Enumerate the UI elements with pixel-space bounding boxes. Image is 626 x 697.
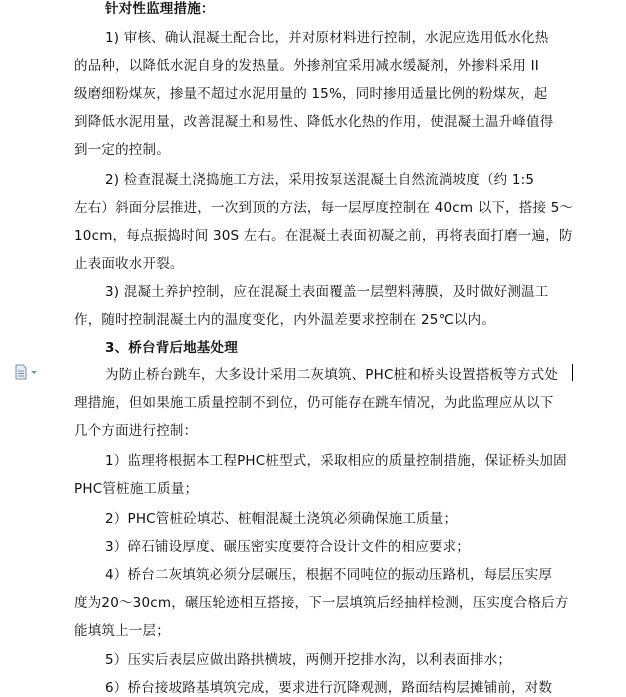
- paragraph-line: 作，随时控制混凝土内的温度变化，内外温差要求控制在 25℃以内。: [74, 312, 496, 328]
- paragraph-line: 的品种，以降低水泥自身的发热量。外掺剂宜采用减水缓凝剂，外掺料采用 II: [74, 58, 539, 74]
- paragraph-line: 左右）斜面分层推进，一次到顶的方法，每一层厚度控制在 40cm 以下，搭接 5～: [74, 200, 574, 216]
- paragraph-line: 能填筑上一层；: [74, 623, 170, 639]
- paragraph-line: 2）PHC管桩砼填芯、桩帽混凝土浇筑必须确保施工质量；: [105, 511, 458, 527]
- paragraph-line: 级磨细粉煤灰，掺量不超过水泥用量的 15%，同时掺用适量比例的粉煤灰，起: [74, 86, 548, 102]
- paragraph-line: 为防止桥台跳车，大多设计采用二灰填筑、PHC桩和桥头设置搭板等方式处: [105, 367, 559, 383]
- paragraph-line: 理措施，但如果施工质量控制不到位，仍可能存在跳车情况，为此监理应从以下: [74, 395, 554, 411]
- paragraph-line: 3) 混凝土养护控制，应在混凝土表面覆盖一层塑料薄膜，及时做好测温工: [105, 284, 549, 300]
- paragraph-line: 6）桥台接坡路基填筑完成，要求进行沉降观测，路面结构层摊铺前，对数: [105, 680, 553, 696]
- heading-supervision-measures: 针对性监理措施：: [105, 1, 215, 17]
- document-icon[interactable]: [14, 364, 40, 380]
- paragraph-line: 10cm，每点振捣时间 30S 左右。在混凝土表面初凝之前，再将表面打磨一遍，防: [74, 228, 573, 244]
- paragraph-line: 3）碎石铺设厚度、碾压密实度要符合设计文件的相应要求；: [105, 539, 470, 555]
- text-cursor: [572, 364, 573, 381]
- paragraph-line: 几个方面进行控制：: [74, 423, 198, 439]
- paragraph-line: PHC管桩施工质量；: [74, 481, 199, 497]
- paragraph-line: 4）桥台二灰填筑必须分层碾压，根据不同吨位的振动压路机，每层压实厚: [105, 567, 553, 583]
- paragraph-line: 1）监理将根据本工程PHC桩型式，采取相应的质量控制措施，保证桥头加固: [105, 453, 567, 469]
- paragraph-line: 到降低水泥用量，改善混凝土和易性、降低水化热的作用，使混凝土温升峰值得: [74, 114, 554, 130]
- section-heading-abutment: 3、桥台背后地基处理: [105, 340, 238, 356]
- paragraph-line: 止表面收水开裂。: [74, 256, 184, 272]
- paragraph-line: 5）压实后表层应做出路拱横坡，两侧开挖排水沟，以利表面排水；: [105, 652, 512, 668]
- paragraph-line: 到一定的控制。: [74, 142, 170, 158]
- paragraph-line: 2) 检查混凝土浇捣施工方法，采用按泵送混凝土自然流淌坡度（约 1:5: [105, 172, 535, 188]
- paragraph-line: 度为20～30cm，碾压轮迹相互搭接，下一层填筑后经抽样检测，压实度合格后方: [74, 595, 569, 611]
- paragraph-line: 1) 审核、确认混凝土配合比，并对原材料进行控制，水泥应选用低水化热: [105, 30, 549, 46]
